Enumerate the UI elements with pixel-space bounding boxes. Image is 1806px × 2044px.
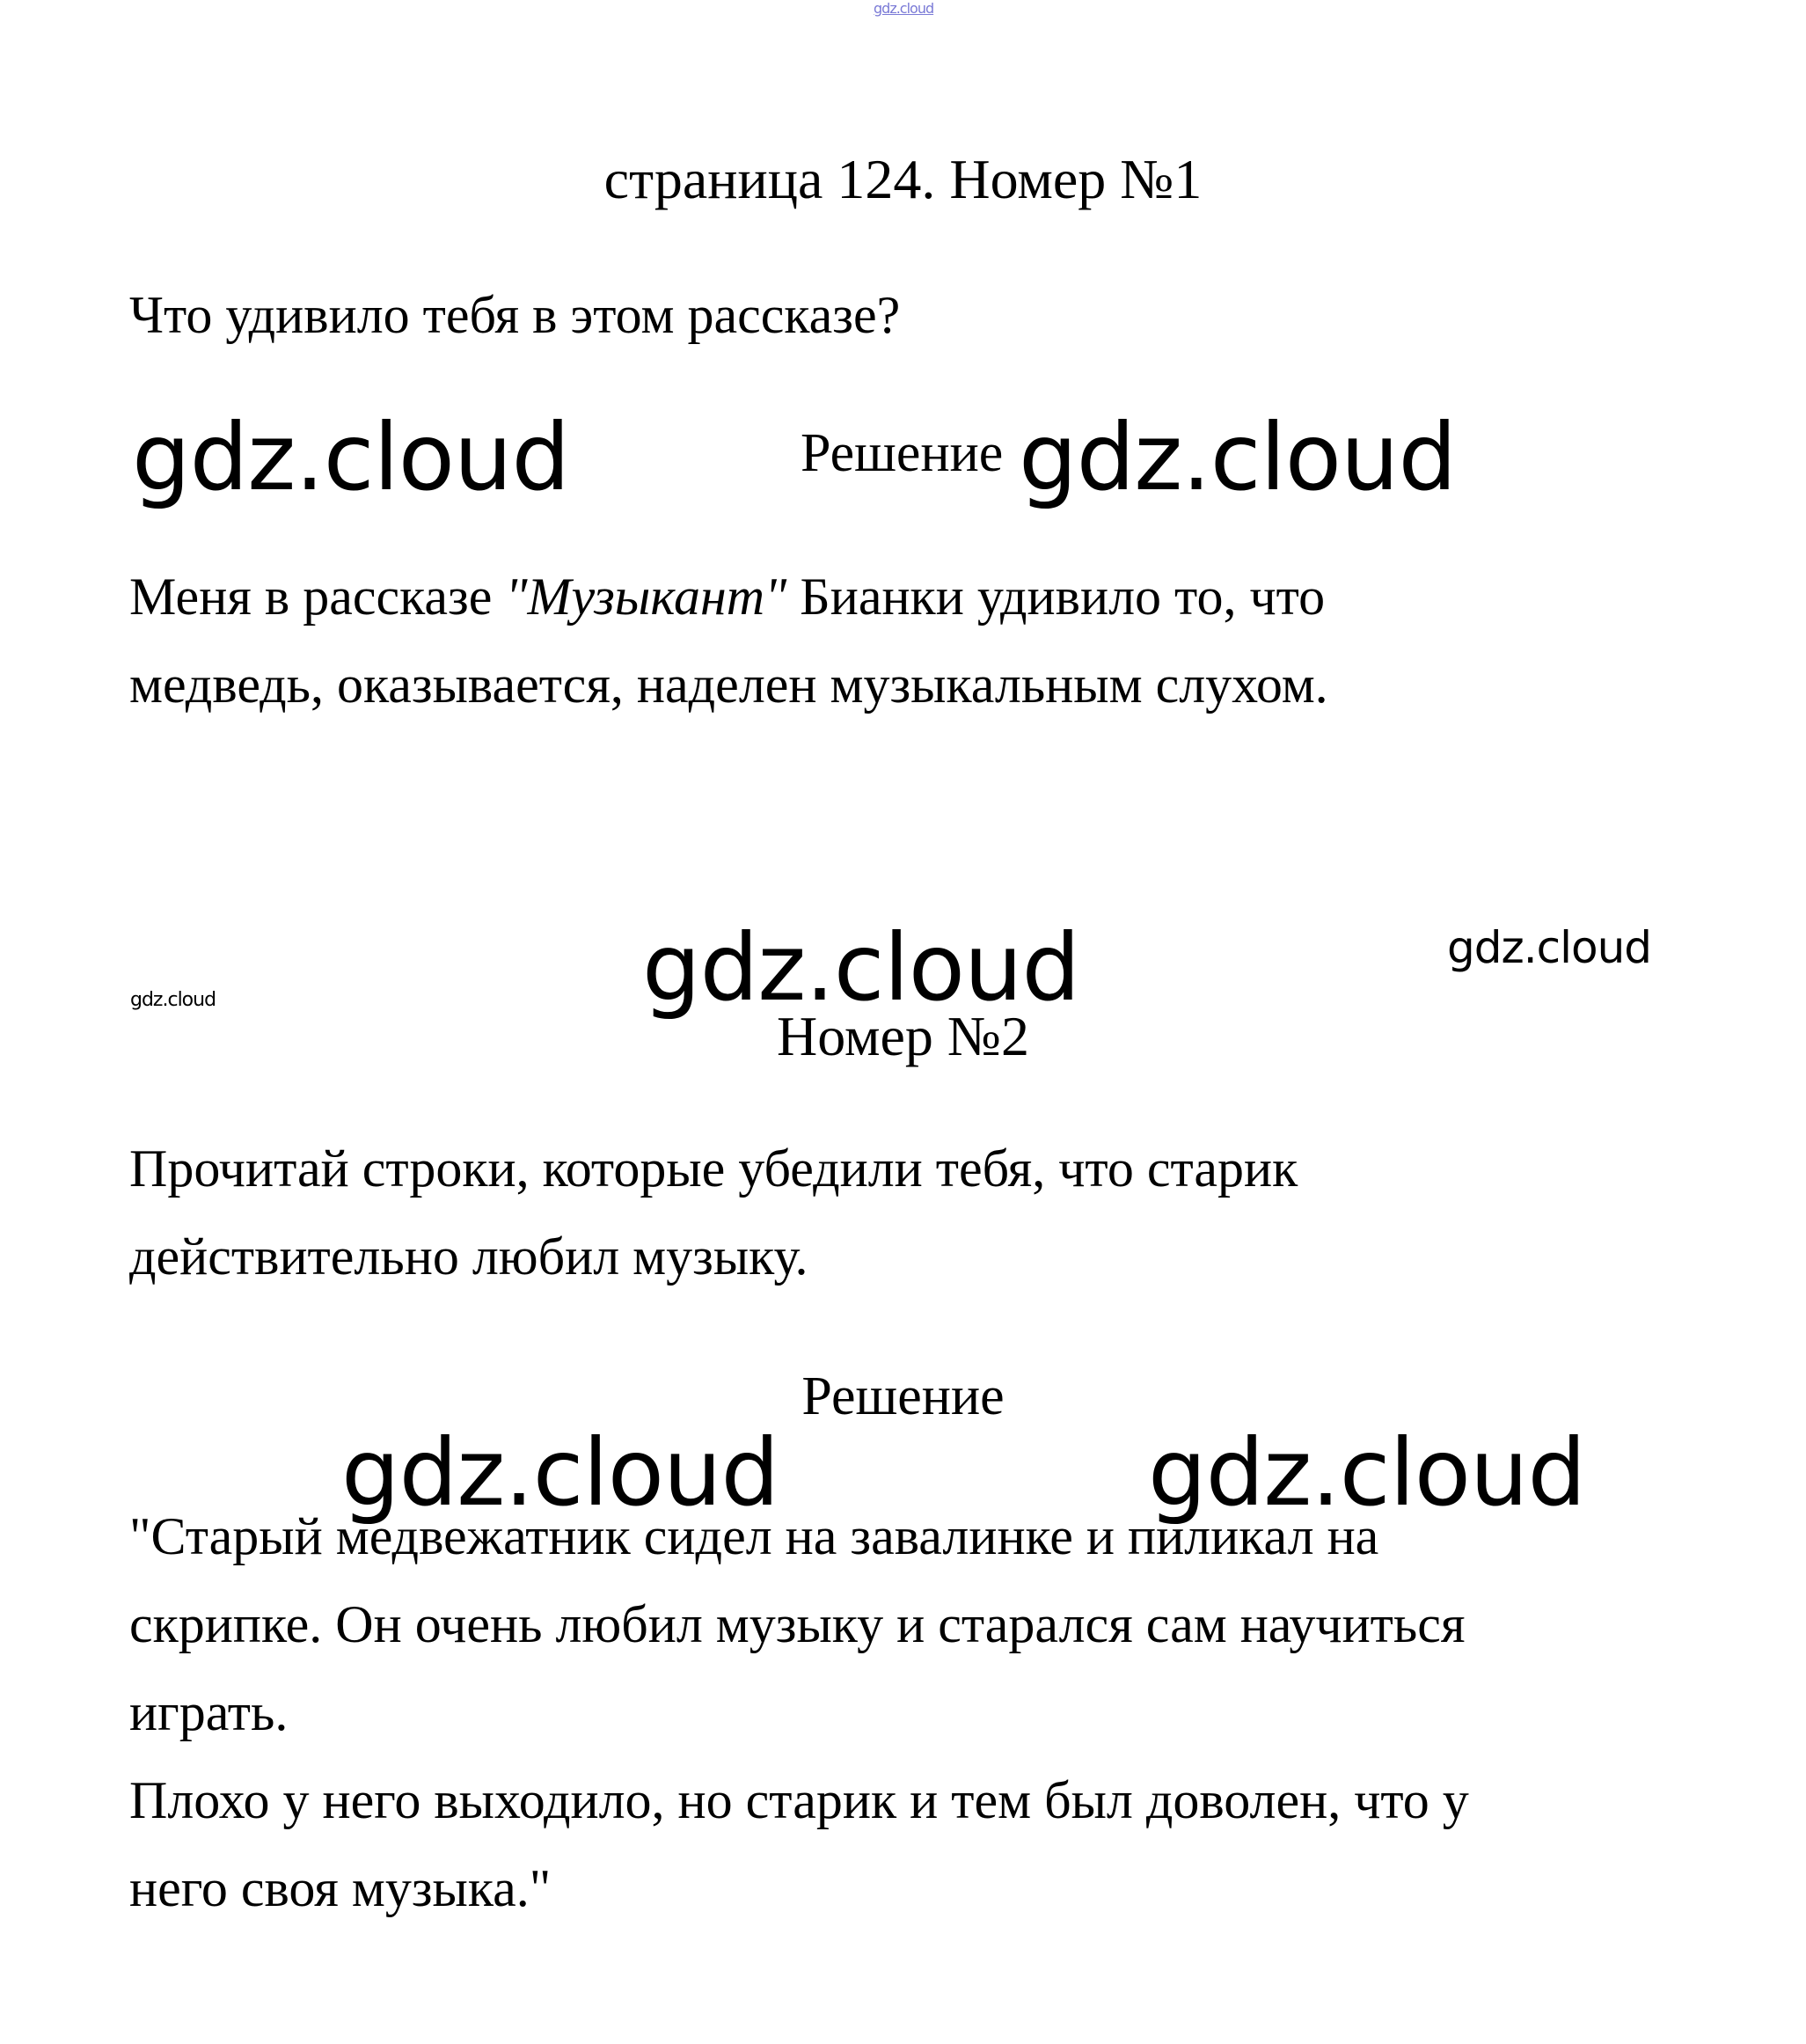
task1-solution-label: Решение [801, 423, 1004, 483]
watermark-5: gdz.cloud [130, 989, 216, 1011]
task2-heading: Номер №2 [777, 1005, 1029, 1067]
task2-question [129, 1125, 1298, 1300]
task1-answer-title: "Музыкант" [505, 568, 787, 626]
task1-answer [129, 553, 1328, 729]
task1-heading: страница 124. Номер №1 [603, 148, 1203, 210]
task1-answer-line1 [129, 553, 1328, 641]
task2-question-line2: действительно любил музыку. [129, 1227, 808, 1286]
task2-answer-line2: скрипке. Он очень любил музыку и старался сам научиться [129, 1595, 1466, 1653]
task1-answer-before: Меня в рассказе [129, 568, 506, 626]
watermark-4: gdz.cloud [1447, 922, 1652, 973]
watermark-3: gdz.cloud [642, 914, 1080, 1022]
watermark-6: gdz.cloud [341, 1419, 779, 1527]
task2-solution-label: Решение [801, 1366, 1005, 1426]
watermark-7: gdz.cloud [1148, 1419, 1586, 1527]
task1-answer-after: Бианки удивило то, что [786, 568, 1326, 626]
task2-answer [129, 1492, 1469, 1932]
top-watermark[interactable]: gdz.cloud [874, 0, 934, 17]
task1-question: Что удивило тебя в этом рассказе? [129, 286, 901, 344]
task2-answer-line4: Плохо у него выходило, но старик и тем был доволен, что у [129, 1771, 1469, 1829]
watermark-2: gdz.cloud [1019, 404, 1457, 511]
watermark-1: gdz.cloud [132, 404, 570, 511]
task2-answer-line3: играть. [129, 1683, 289, 1741]
task2-answer-line5: него своя музыка." [129, 1859, 552, 1917]
task1-answer-line2: медведь, оказывается, наделен музыкальным слухом. [129, 656, 1328, 714]
task2-question-line1: Прочитай строки, которые убедили тебя, что старик [129, 1139, 1298, 1198]
task2-answer-line1: "Старый медвежатник сидел на завалинке и пиликал на [129, 1507, 1379, 1565]
